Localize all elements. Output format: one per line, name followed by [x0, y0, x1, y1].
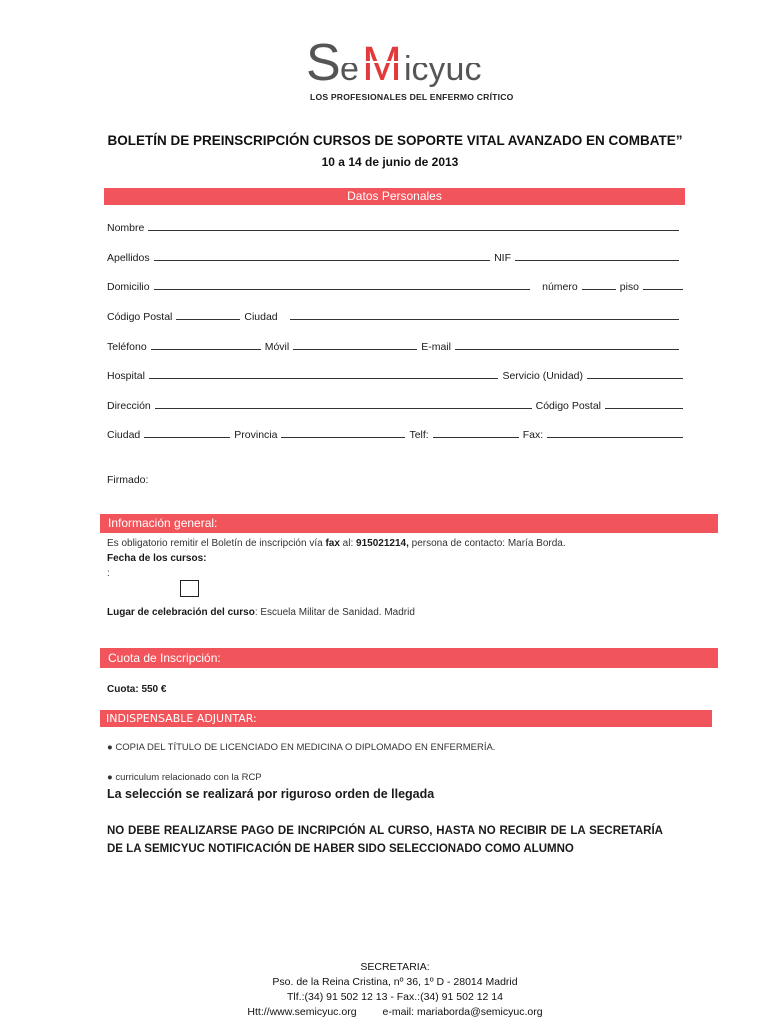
ciudad-line[interactable] [290, 319, 679, 320]
svg-text:S: S [306, 34, 341, 92]
field-telefono[interactable]: Teléfono Móvil E-mail [107, 337, 683, 353]
fechas-colon: : [107, 568, 110, 579]
field-direccion[interactable]: Dirección Código Postal [107, 396, 683, 412]
footer-web-link[interactable]: Htt://www.semicyuc.org [247, 1006, 357, 1018]
codigo-postal-line[interactable] [176, 319, 240, 320]
field-ciudad-provincia[interactable]: Ciudad Provincia Telf: Fax: [107, 425, 683, 441]
footer-line-address: Pso. de la Reina Cristina, nº 36, 1º D - 28014 Madrid [272, 976, 518, 988]
apellidos-line[interactable] [154, 260, 490, 261]
fax-line[interactable] [547, 437, 683, 438]
codigo-postal2-line[interactable] [605, 408, 683, 409]
nombre-line[interactable] [148, 230, 679, 231]
telefono-line[interactable] [151, 349, 261, 350]
section-header-info: Información general: [100, 514, 718, 533]
field-apellidos[interactable]: Apellidos NIF [107, 248, 683, 264]
section-header-datos: Datos Personales [104, 188, 685, 205]
semicyuc-logo-mark [306, 32, 506, 92]
section-header-adjuntar: INDISPENSABLE ADJUNTAR: [100, 710, 712, 727]
svg-text:icyuc: icyuc [404, 50, 482, 88]
ciudad2-line[interactable] [144, 437, 230, 438]
hospital-line[interactable] [149, 378, 499, 379]
cuota-value: Cuota: 550 € [107, 684, 167, 695]
adjuntar-item-curriculum: ● curriculum relacionado con la RCP [107, 772, 262, 783]
provincia-line[interactable] [281, 437, 405, 438]
telf-line[interactable] [433, 437, 519, 438]
direccion-line[interactable] [155, 408, 532, 409]
page-title: BOLETÍN DE PREINSCRIPCIÓN CURSOS DE SOPORTE VITAL AVANZADO EN COMBATE” [107, 133, 683, 148]
footer-line-contact [0, 1005, 770, 1020]
payment-notice: NO DEBE REALIZARSE PAGO DE INCRIPCIÓN AL CURSO, HASTA NO RECIBIR DE LA SECRETARÍA DE LA SEMICYUC NOTIFICACIÓN DE HABER SIDO SELECCIONADO COMO ALUMNO [107, 825, 663, 855]
nif-line[interactable] [515, 260, 679, 261]
footer-line-title: SECRETARIA: [360, 961, 430, 973]
domicilio-line[interactable] [154, 289, 531, 290]
field-hospital[interactable]: Hospital Servicio (Unidad) [107, 366, 683, 382]
svg-text:e: e [340, 50, 359, 88]
page-subtitle: 10 a 14 de junio de 2013 [321, 155, 459, 169]
firmado-label: Firmado: [107, 474, 149, 486]
footer-line-phone: Tlf.:(34) 91 502 12 13 - Fax.:(34) 91 502 12 14 [287, 991, 503, 1003]
seleccion-note: La selección se realizará por riguroso orden de llegada [107, 787, 435, 801]
fechas-label: Fecha de los cursos: [107, 553, 207, 564]
logo-tagline: LOS PROFESIONALES DEL ENFERMO CRÍTICO [310, 92, 514, 102]
lugar-line: Lugar de celebración del curso: Escuela Militar de Sanidad. Madrid [107, 607, 415, 618]
field-nombre[interactable]: Nombre [107, 218, 683, 234]
email-line[interactable] [455, 349, 679, 350]
footer-email-link[interactable]: e-mail: mariaborda@semicyuc.org [382, 1006, 543, 1018]
numero-line[interactable] [582, 289, 616, 290]
field-codigo-postal[interactable]: Código Postal Ciudad [107, 307, 683, 323]
semicyuc-logo [306, 32, 514, 110]
movil-line[interactable] [293, 349, 417, 350]
piso-line[interactable] [643, 289, 683, 290]
servicio-line[interactable] [587, 378, 683, 379]
field-domicilio[interactable]: Domicilio número piso [107, 277, 683, 293]
svg-text:M: M [362, 38, 402, 91]
course-date-checkbox[interactable] [180, 580, 199, 597]
section-header-cuota: Cuota de Inscripción: [100, 648, 718, 668]
info-fax-line: Es obligatorio remitir el Boletín de inscripción vía fax al: 915021214, persona de contacto: María Borda. [107, 538, 566, 549]
adjuntar-item-titulo: ● COPIA DEL TÍTULO DE LICENCIADO EN MEDICINA O DIPLOMADO EN ENFERMERÍA. [107, 742, 496, 753]
footer-secretaria [0, 960, 770, 1020]
